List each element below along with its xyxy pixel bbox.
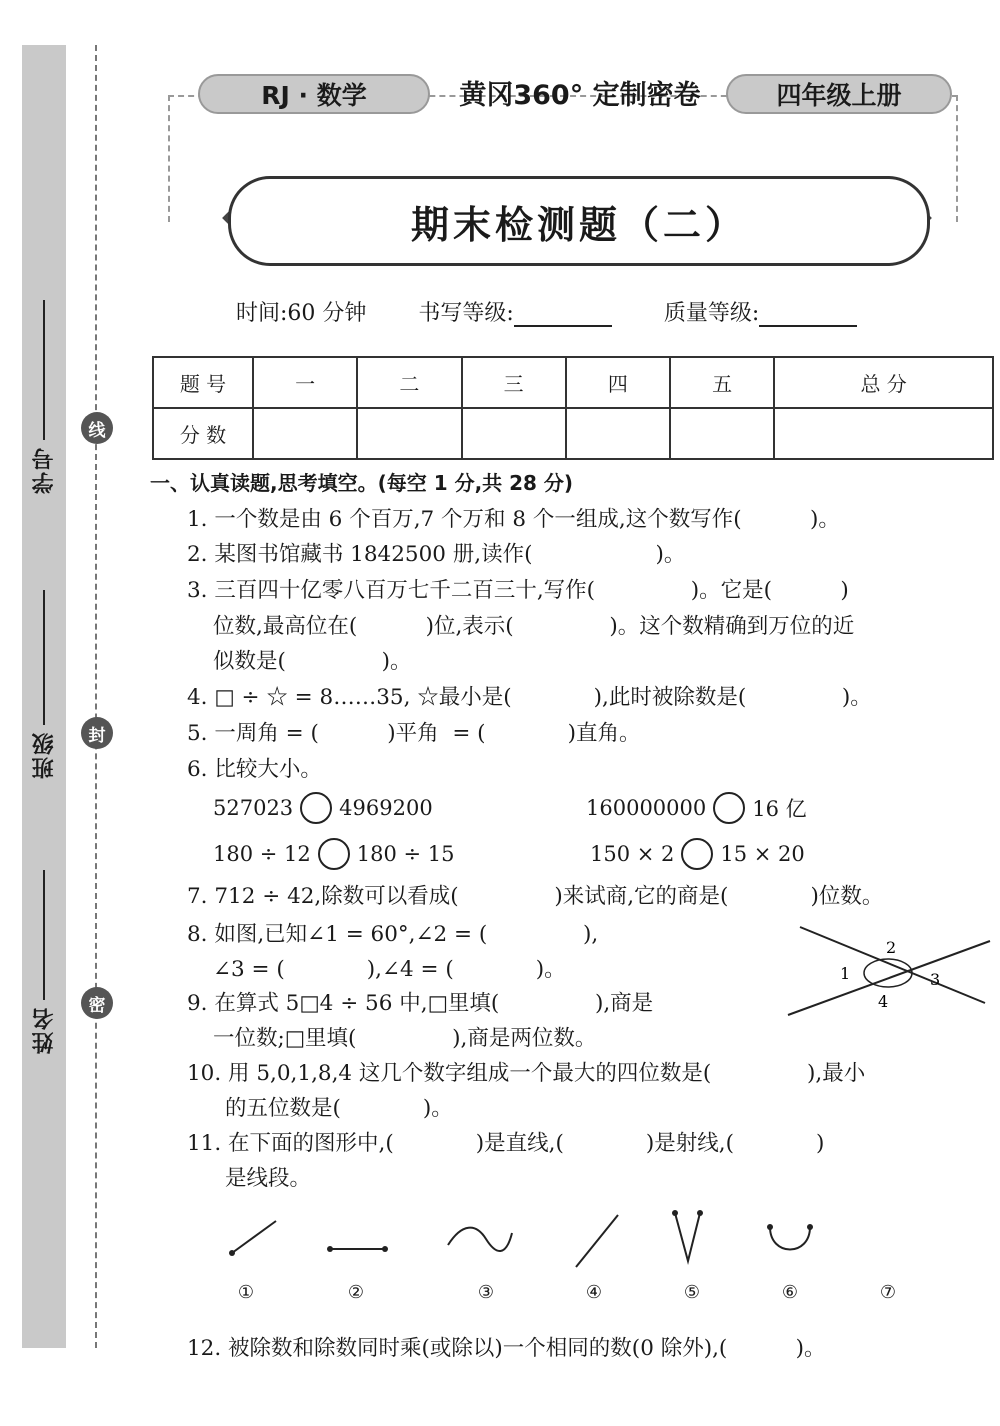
exam-title: 期末检测题（二）	[228, 176, 930, 266]
shape-1-endpoint	[229, 1250, 235, 1256]
compare-left: 527023	[213, 796, 294, 820]
question-11-line-2: 是线段。	[225, 1166, 312, 1191]
shape-label-3: ③	[477, 1282, 495, 1303]
question-7: 7. 712 ÷ 42,除数可以看成( )来试商,它的商是( )位数。	[187, 884, 884, 909]
compare-right: 16 亿	[752, 797, 807, 821]
question-6: 6. 比较大小。	[187, 757, 322, 782]
score-col-5: 五	[670, 357, 774, 408]
question-9-line-2: 一位数;□里填( ),商是两位数。	[213, 1026, 597, 1051]
compare-right: 180 ÷ 15	[356, 842, 455, 866]
class-blank	[43, 590, 45, 725]
question-3-line-1: 3. 三百四十亿零八百万七千二百三十,写作( )。它是( )	[187, 578, 849, 603]
question-11-line-1: 11. 在下面的图形中,( )是直线,( )是射线,( )	[187, 1131, 825, 1156]
compare-left: 150 × 2	[590, 842, 675, 866]
quality-grade-blank[interactable]	[759, 303, 857, 327]
question-8-line-2: ∠3 = ( ),∠4 = ( )。	[213, 957, 566, 982]
shape-2-endpoint	[327, 1246, 333, 1252]
cut-line	[95, 45, 97, 1348]
seal-secret: 密	[81, 987, 113, 1019]
question-2: 2. 某图书馆藏书 1842500 册,读作( )。	[187, 542, 686, 567]
question-3-line-2: 位数,最高位在( )位,表示( )。这个数精确到万位的近	[213, 614, 855, 639]
shape-6-endpoint	[807, 1224, 813, 1230]
class-label: 班级	[31, 731, 57, 779]
class-field	[24, 590, 64, 785]
question-1: 1. 一个数是由 6 个百万,7 个万和 8 个一组成,这个数写作( )。	[187, 507, 840, 532]
compare-item	[213, 792, 433, 824]
question-4: 4. □ ÷ ☆ = 8……35, ☆最小是( ),此时被除数是( )。	[187, 685, 872, 710]
angle-label-2: 2	[886, 938, 897, 957]
compare-right: 4969200	[339, 796, 433, 820]
shapes-figure	[220, 1205, 920, 1275]
question-number-label: 题 号	[153, 357, 253, 408]
score-col-1: 一	[253, 357, 357, 408]
compare-item	[590, 838, 805, 870]
question-5: 5. 一周角 = ( )平角 = ( )直角。	[187, 721, 641, 746]
name-blank	[43, 870, 45, 1000]
compare-circle[interactable]	[300, 792, 332, 824]
section-heading: 一、认真读题,思考填空。(每空 1 分,共 28 分)	[150, 471, 574, 495]
question-10-line-1: 10. 用 5,0,1,8,4 这几个数字组成一个最大的四位数是( ),最小	[187, 1061, 866, 1086]
compare-left: 180 ÷ 12	[213, 842, 311, 866]
series-title: 黄冈360° 定制密卷	[459, 80, 701, 111]
seal-line: 线	[81, 412, 113, 444]
shape-label-7: ⑦	[879, 1282, 897, 1303]
time-limit: 时间:60 分钟	[236, 301, 367, 326]
shape-3	[448, 1228, 512, 1251]
shape-5	[675, 1213, 700, 1261]
student-id-field	[24, 300, 64, 500]
compare-circle[interactable]	[681, 838, 713, 870]
shape-2-endpoint	[382, 1246, 388, 1252]
student-id-label: 学号	[31, 446, 57, 494]
exam-meta	[236, 296, 936, 327]
shape-label-1: ①	[237, 1282, 255, 1303]
shape-label-6: ⑥	[781, 1282, 799, 1303]
shape-5-endpoint	[672, 1210, 678, 1216]
compare-left: 160000000	[586, 796, 707, 820]
compare-right: 15 × 20	[720, 842, 805, 866]
score-cell[interactable]	[566, 408, 670, 459]
score-cell[interactable]	[357, 408, 461, 459]
shape-5-endpoint	[697, 1210, 703, 1216]
shape-6-endpoint	[767, 1224, 773, 1230]
quality-grade: 质量等级:	[664, 296, 857, 327]
question-8-line-1: 8. 如图,已知∠1 = 60°,∠2 = ( ),	[187, 922, 599, 947]
question-10-line-2: 的五位数是( )。	[225, 1096, 453, 1121]
score-cell[interactable]	[253, 408, 357, 459]
score-cell[interactable]	[774, 408, 993, 459]
score-cell[interactable]	[462, 408, 566, 459]
shape-1	[232, 1221, 276, 1253]
score-col-3: 三	[462, 357, 566, 408]
question-12: 12. 被除数和除数同时乘(或除以)一个相同的数(0 除外),( )。	[187, 1336, 826, 1361]
shape-label-2: ②	[347, 1282, 365, 1303]
score-label: 分 数	[153, 408, 253, 459]
question-9-line-1: 9. 在算式 5□4 ÷ 56 中,□里填( ),商是	[187, 991, 654, 1016]
shape-label-5: ⑤	[683, 1282, 701, 1303]
seal-seal: 封	[81, 717, 113, 749]
student-id-blank	[43, 300, 45, 440]
score-cell[interactable]	[670, 408, 774, 459]
compare-circle[interactable]	[318, 838, 350, 870]
score-value-row	[153, 408, 993, 459]
name-label: 姓名	[31, 1006, 57, 1054]
score-col-total: 总 分	[774, 357, 993, 408]
writing-grade: 书写等级:	[418, 296, 611, 327]
compare-item	[213, 838, 455, 870]
angle-figure	[780, 915, 995, 1025]
angle-label-3: 3	[930, 970, 941, 989]
subject-pill: RJ · 数学	[198, 74, 430, 114]
grade-pill: 四年级上册	[726, 74, 952, 114]
shape-4	[576, 1215, 618, 1267]
compare-circle[interactable]	[713, 792, 745, 824]
name-field	[24, 870, 64, 1060]
angle-label-1: 1	[840, 964, 851, 983]
shape-label-4: ④	[585, 1282, 603, 1303]
writing-grade-blank[interactable]	[514, 303, 612, 327]
score-table	[152, 356, 994, 460]
score-col-2: 二	[357, 357, 461, 408]
shape-6	[770, 1227, 810, 1250]
angle-label-4: 4	[878, 992, 889, 1011]
score-header-row	[153, 357, 993, 408]
score-col-4: 四	[566, 357, 670, 408]
question-3-line-3: 似数是( )。	[213, 649, 412, 674]
compare-item	[586, 792, 807, 824]
